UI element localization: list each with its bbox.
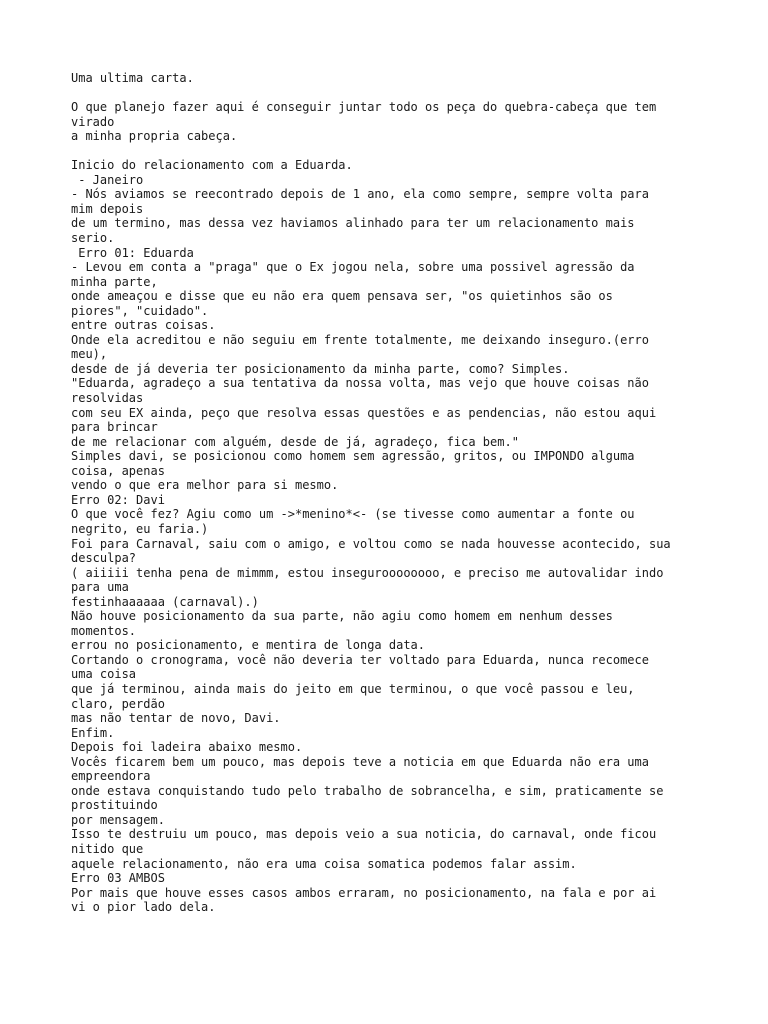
text-line: - Levou em conta a "praga" que o Ex jogou nela, sobre uma possivel agressão da [71, 260, 635, 275]
text-line: Inicio do relacionamento com a Eduarda. [71, 158, 353, 173]
text-line: para uma [71, 580, 129, 595]
text-line [71, 86, 711, 101]
text-line: onde estava conquistando tudo pelo trabalho de sobrancelha, e sim, praticamente se [71, 783, 664, 798]
text-line: O que você fez? Agiu como um ->*menino*<- (se tivesse como aumentar a fonte ou [71, 507, 635, 522]
text-line: vendo o que era melhor para si mesmo. [71, 478, 339, 493]
text-line: negrito, eu faria.) [71, 521, 209, 536]
text-line: vi o pior lado dela. [71, 900, 216, 915]
text-line: - Nós aviamos se reecontrado depois de 1 ano, ela como sempre, sempre volta para [71, 187, 649, 202]
text-line: Simples davi, se posicionou como homem sem agressão, gritos, ou IMPONDO alguma [71, 449, 635, 464]
text-line: coisa, apenas [71, 463, 165, 478]
text-line: piores", "cuidado". [71, 303, 209, 318]
text-line: para brincar [71, 420, 158, 435]
text-line: momentos. [71, 623, 137, 638]
text-line: Depois foi ladeira abaixo mesmo. [71, 740, 303, 755]
text-line: Foi para Carnaval, saiu com o amigo, e voltou como se nada houvesse acontecido, sua [71, 536, 671, 551]
text-line: Onde ela acreditou e não seguiu em frente totalmente, me deixando inseguro.(erro [71, 332, 649, 347]
text-line [71, 144, 711, 159]
text-line: ( aiiiii tenha pena de mimmm, estou inseguroooooooo, e preciso me autovalidar indo [71, 565, 664, 580]
text-line: prostituindo [71, 798, 158, 813]
text-line: de me relacionar com alguém, desde de já, agradeço, fica bem." [71, 434, 519, 449]
text-line: Por mais que houve esses casos ambos erraram, no posicionamento, na fala e por ai [71, 885, 657, 900]
text-line: mim depois [71, 201, 144, 216]
text-line: uma coisa [71, 667, 137, 682]
text-line: por mensagem. [71, 812, 165, 827]
text-line: empreendora [71, 769, 151, 784]
text-line: minha parte, [71, 274, 158, 289]
text-line: "Eduarda, agradeço a sua tentativa da nossa volta, mas vejo que houve coisas não [71, 376, 649, 391]
text-line: errou no posicionamento, e mentira de longa data. [71, 638, 426, 653]
text-line: claro, perdão [71, 696, 165, 711]
text-line: Cortando o cronograma, você não deveria ter voltado para Eduarda, nunca recomece [71, 652, 649, 667]
text-line: com seu EX ainda, peço que resolva essas questões e as pendencias, não estou aqui [71, 405, 657, 420]
text-line: a minha propria cabeça. [71, 129, 238, 144]
text-line: - Janeiro [71, 172, 144, 187]
text-line: O que planejo fazer aqui é conseguir juntar todo os peça do quebra-cabeça que tem [71, 100, 657, 115]
text-line: Isso te destruiu um pouco, mas depois veio a sua noticia, do carnaval, onde ficou [71, 827, 657, 842]
text-line: desculpa? [71, 551, 137, 566]
text-line: festinhaaaaaa (carnaval).) [71, 594, 259, 609]
text-line: que já terminou, ainda mais do jeito em que terminou, o que você passou e leu, [71, 681, 635, 696]
text-line: Erro 03 AMBOS [71, 871, 165, 886]
text-line: nitido que [71, 841, 144, 856]
text-line: Erro 01: Eduarda [71, 245, 194, 260]
text-line: resolvidas [71, 391, 144, 406]
text-line: Vocês ficarem bem um pouco, mas depois teve a noticia em que Eduarda não era uma [71, 754, 649, 769]
text-line: desde de já deveria ter posicionamento da minha parte, como? Simples. [71, 361, 570, 376]
text-line: Erro 02: Davi [71, 492, 165, 507]
text-line: de um termino, mas dessa vez haviamos alinhado para ter um relacionamento mais [71, 216, 635, 231]
text-line: meu), [71, 347, 108, 362]
text-line: mas não tentar de novo, Davi. [71, 711, 281, 726]
text-line: entre outras coisas. [71, 318, 216, 333]
text-line: Enfim. [71, 725, 115, 740]
text-line: onde ameaçou e disse que eu não era quem pensava ser, "os quietinhos são os [71, 289, 613, 304]
text-line: Uma ultima carta. [71, 71, 194, 85]
text-line: serio. [71, 231, 115, 246]
letter-text [71, 71, 711, 915]
text-line: aquele relacionamento, não era uma coisa somatica podemos falar assim. [71, 856, 577, 871]
text-line: Não houve posicionamento da sua parte, não agiu como homem em nenhum desses [71, 609, 613, 624]
text-line: virado [71, 114, 115, 129]
